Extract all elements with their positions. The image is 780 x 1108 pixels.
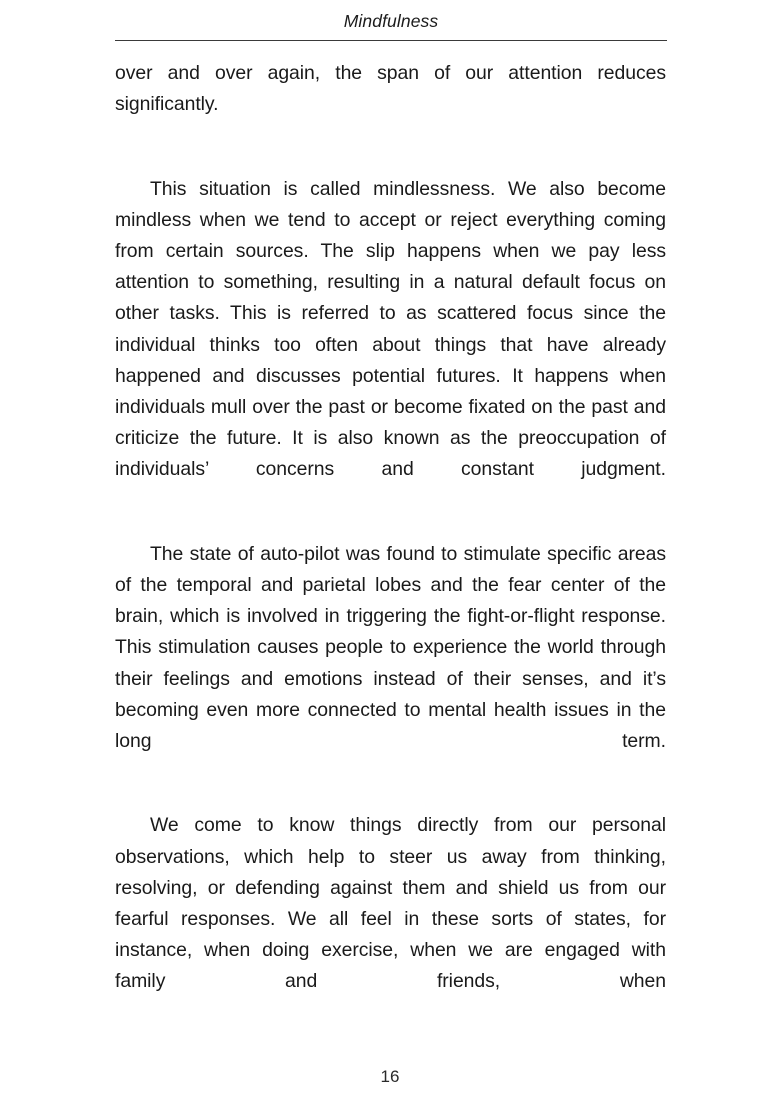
body-text-column [115,58,666,1029]
header-divider-rule [115,40,667,41]
body-paragraph: The state of auto-pilot was found to stimulate specific areas of the temporal and parietal lobes and the fear center of the brain, which is involved in triggering the fight-or-flight response. This stimulation causes people to experience the world through their feelings and emotions instead of their senses, and it’s becoming even more connected to mental health issues in the long term. [115,542,666,753]
running-header [115,10,667,33]
page-number: 16 [380,1067,400,1086]
body-paragraph: over and over again, the span of our attention reduces significantly. [115,62,666,116]
body-paragraph: This situation is called mindlessness. We also become mindless when we tend to accept or reject everything coming from certain sources. The slip happens when we pay less attention to something, resulting in a natural default focus on other tasks. This is referred to as scattered focus since the individual thinks too often about things that have already happened and discusses potential futures. It happens when individuals mull over the past or become fixated on the past and criticize the future. It is also known as the preoccupation of individuals’ concerns and constant judgment. [115,177,666,481]
running-header-title: Mindfulness [343,11,439,31]
body-paragraph: We come to know things directly from our personal observations, which help to steer us away from thinking, resolving, or defending against them and shield us from our fearful responses. We all feel in these sorts of states, for instance, when doing exercise, when we are engaged with family and friends, when [115,814,666,993]
